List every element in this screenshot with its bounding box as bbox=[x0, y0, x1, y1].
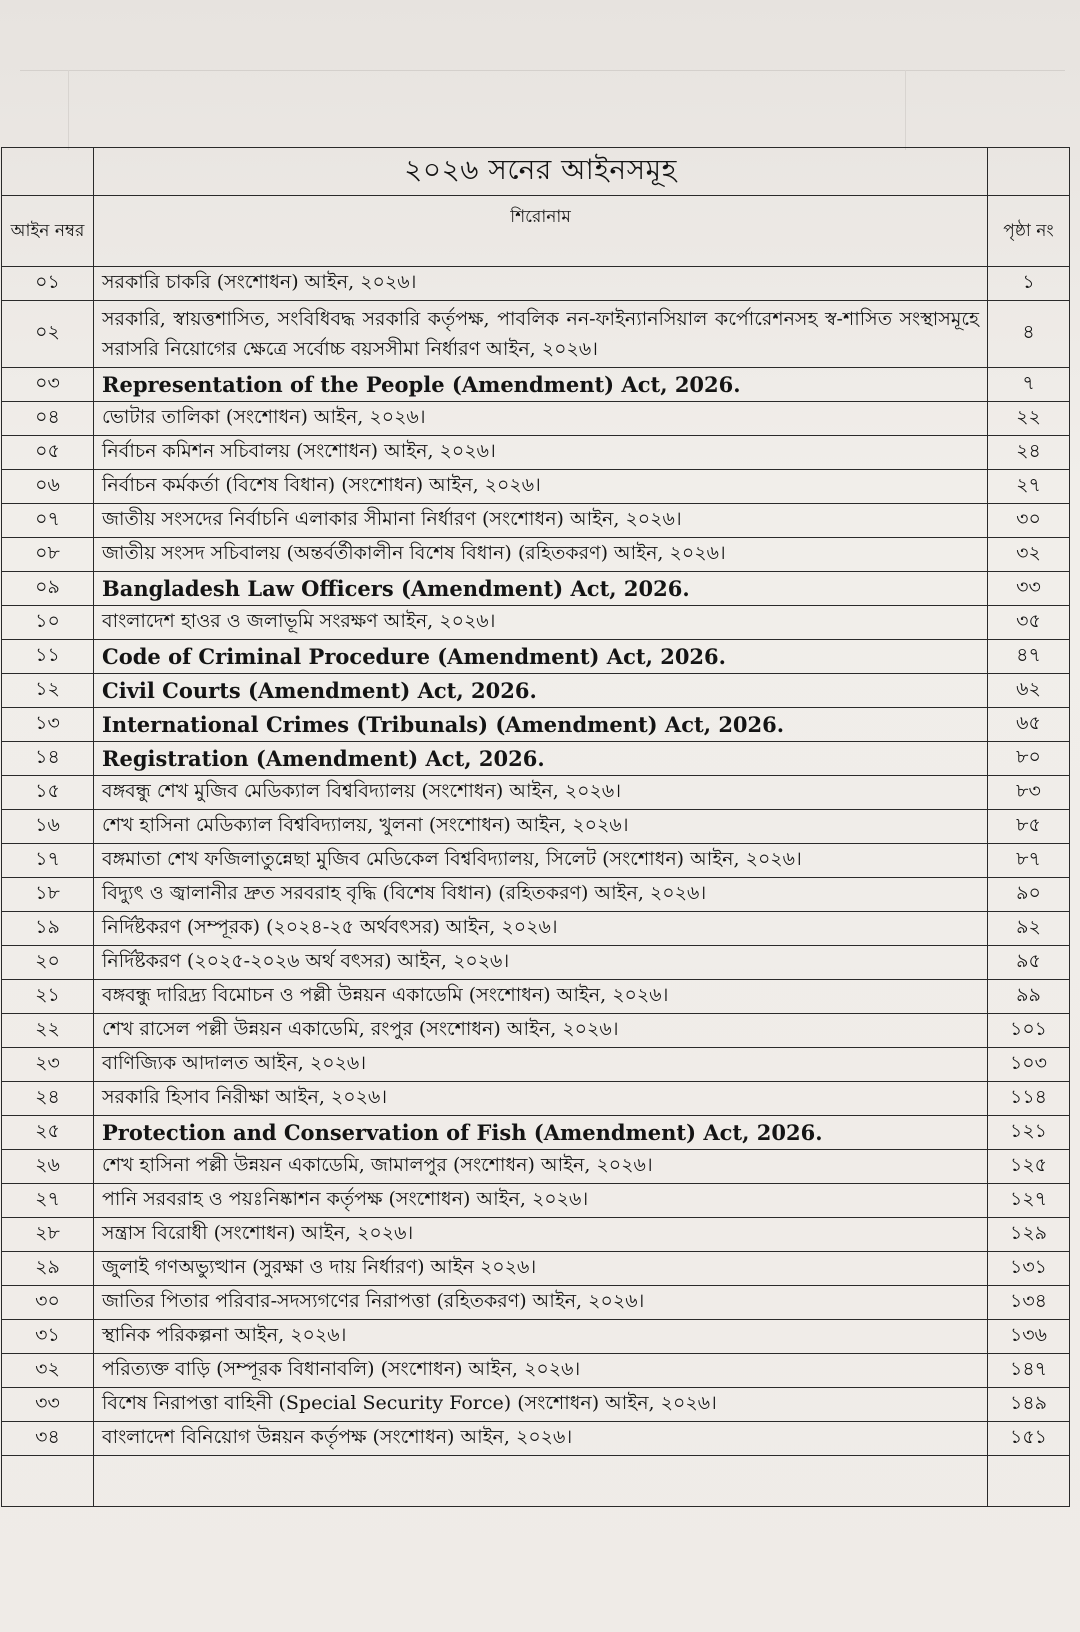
law-number: ১৭ bbox=[2, 844, 94, 878]
page-number: ৮০ bbox=[988, 742, 1070, 776]
law-title: বঙ্গবন্ধু দারিদ্র্য বিমোচন ও পল্লী উন্নয়ন একাডেমি (সংশোধন) আইন, ২০২৬। bbox=[94, 980, 988, 1014]
table-row bbox=[2, 436, 1070, 470]
table-row bbox=[2, 1354, 1070, 1388]
table-row bbox=[2, 1048, 1070, 1082]
laws-table bbox=[1, 147, 1070, 1507]
page-number: ১২৯ bbox=[988, 1218, 1070, 1252]
law-number: ২২ bbox=[2, 1014, 94, 1048]
law-title: ভোটার তালিকা (সংশোধন) আইন, ২০২৬। bbox=[94, 402, 988, 436]
table-row bbox=[2, 538, 1070, 572]
page-number: ১১৪ bbox=[988, 1082, 1070, 1116]
law-title: স্থানিক পরিকল্পনা আইন, ২০২৬। bbox=[94, 1320, 988, 1354]
table-row bbox=[2, 1184, 1070, 1218]
table-row bbox=[2, 810, 1070, 844]
law-title: জুলাই গণঅভ্যুত্থান (সুরক্ষা ও দায় নির্ধারণ) আইন ২০২৬। bbox=[94, 1252, 988, 1286]
table-row bbox=[2, 946, 1070, 980]
table-row bbox=[2, 572, 1070, 606]
law-title: International Crimes (Tribunals) (Amendment) Act, 2026. bbox=[94, 708, 988, 742]
law-number: ২১ bbox=[2, 980, 94, 1014]
law-number: ০৬ bbox=[2, 470, 94, 504]
law-title: নির্দিষ্টকরণ (২০২৫-২০২৬ অর্থ বৎসর) আইন, ২০২৬। bbox=[94, 946, 988, 980]
law-number: ২৭ bbox=[2, 1184, 94, 1218]
law-number: ১৫ bbox=[2, 776, 94, 810]
law-title: Code of Criminal Procedure (Amendment) Act, 2026. bbox=[94, 640, 988, 674]
law-title: বাংলাদেশ বিনিয়োগ উন্নয়ন কর্তৃপক্ষ (সংশোধন) আইন, ২০২৬। bbox=[94, 1422, 988, 1456]
table-row bbox=[2, 742, 1070, 776]
page-number: ১৩১ bbox=[988, 1252, 1070, 1286]
page-number: ৯০ bbox=[988, 878, 1070, 912]
table-row bbox=[2, 402, 1070, 436]
table-row bbox=[2, 301, 1070, 368]
column-header-title: শিরোনাম bbox=[94, 196, 988, 267]
page-number: ২৪ bbox=[988, 436, 1070, 470]
page-number: ৩২ bbox=[988, 538, 1070, 572]
page-number: ৩৫ bbox=[988, 606, 1070, 640]
page-number: ১২৫ bbox=[988, 1150, 1070, 1184]
law-title: জাতীয় সংসদের নির্বাচনি এলাকার সীমানা নির্ধারণ (সংশোধন) আইন, ২০২৬। bbox=[94, 504, 988, 538]
page-number: ১০৩ bbox=[988, 1048, 1070, 1082]
table-row bbox=[2, 1252, 1070, 1286]
column-header-page: পৃষ্ঠা নং bbox=[988, 196, 1070, 267]
page-number: ১৫১ bbox=[988, 1422, 1070, 1456]
page-number: ৭ bbox=[988, 368, 1070, 402]
page-number: ৬৫ bbox=[988, 708, 1070, 742]
page-number: ৮৫ bbox=[988, 810, 1070, 844]
table-row bbox=[2, 878, 1070, 912]
law-title: Bangladesh Law Officers (Amendment) Act, 2026. bbox=[94, 572, 988, 606]
page-number: ৬২ bbox=[988, 674, 1070, 708]
law-title: জাতির পিতার পরিবার-সদস্যগণের নিরাপত্তা (রহিতকরণ) আইন, ২০২৬। bbox=[94, 1286, 988, 1320]
law-title: জাতীয় সংসদ সচিবালয় (অন্তর্বর্তীকালীন বিশেষ বিধান) (রহিতকরণ) আইন, ২০২৬। bbox=[94, 538, 988, 572]
empty-row bbox=[2, 1456, 1070, 1507]
law-title: Registration (Amendment) Act, 2026. bbox=[94, 742, 988, 776]
law-number: ০৭ bbox=[2, 504, 94, 538]
page-number: ৯৯ bbox=[988, 980, 1070, 1014]
law-title: Representation of the People (Amendment) Act, 2026. bbox=[94, 368, 988, 402]
law-number: ২৯ bbox=[2, 1252, 94, 1286]
page-number: ১৪৯ bbox=[988, 1388, 1070, 1422]
law-title: নির্বাচন কমিশন সচিবালয় (সংশোধন) আইন, ২০২৬। bbox=[94, 436, 988, 470]
law-number: ০১ bbox=[2, 267, 94, 301]
column-header-row bbox=[2, 196, 1070, 267]
table-row bbox=[2, 844, 1070, 878]
law-title: পরিত্যক্ত বাড়ি (সম্পূরক বিধানাবলি) (সংশোধন) আইন, ২০২৬। bbox=[94, 1354, 988, 1388]
law-number: ০৮ bbox=[2, 538, 94, 572]
page-number: ৩৩ bbox=[988, 572, 1070, 606]
law-number: ৩১ bbox=[2, 1320, 94, 1354]
page-number: ৯২ bbox=[988, 912, 1070, 946]
law-title: নির্দিষ্টকরণ (সম্পূরক) (২০২৪-২৫ অর্থবৎসর) আইন, ২০২৬। bbox=[94, 912, 988, 946]
table-row bbox=[2, 606, 1070, 640]
table-row bbox=[2, 674, 1070, 708]
page-number: ১২৭ bbox=[988, 1184, 1070, 1218]
page-number: ২২ bbox=[988, 402, 1070, 436]
table-row bbox=[2, 640, 1070, 674]
table-row bbox=[2, 912, 1070, 946]
law-number: ৩২ bbox=[2, 1354, 94, 1388]
page-number: ১৪৭ bbox=[988, 1354, 1070, 1388]
bleed-through-line bbox=[68, 70, 69, 150]
law-number: ৩০ bbox=[2, 1286, 94, 1320]
law-title: সরকারি চাকরি (সংশোধন) আইন, ২০২৬। bbox=[94, 267, 988, 301]
law-title: বঙ্গবন্ধু শেখ মুজিব মেডিক্যাল বিশ্ববিদ্যালয় (সংশোধন) আইন, ২০২৬। bbox=[94, 776, 988, 810]
law-number: ১২ bbox=[2, 674, 94, 708]
previous-page-bleed-through bbox=[20, 70, 1065, 151]
law-title: সন্ত্রাস বিরোধী (সংশোধন) আইন, ২০২৬। bbox=[94, 1218, 988, 1252]
law-number: ১০ bbox=[2, 606, 94, 640]
law-title: বিদ্যুৎ ও জ্বালানীর দ্রুত সরবরাহ বৃদ্ধি (বিশেষ বিধান) (রহিতকরণ) আইন, ২০২৬। bbox=[94, 878, 988, 912]
law-title: বাংলাদেশ হাওর ও জলাভূমি সংরক্ষণ আইন, ২০২৬। bbox=[94, 606, 988, 640]
law-number: ১৪ bbox=[2, 742, 94, 776]
page-number: ৪৭ bbox=[988, 640, 1070, 674]
law-number: ১১ bbox=[2, 640, 94, 674]
table-row bbox=[2, 470, 1070, 504]
law-title: Civil Courts (Amendment) Act, 2026. bbox=[94, 674, 988, 708]
table-row bbox=[2, 1116, 1070, 1150]
table-row bbox=[2, 776, 1070, 810]
page-number: ১২১ bbox=[988, 1116, 1070, 1150]
law-number: ০৩ bbox=[2, 368, 94, 402]
law-number: ০৫ bbox=[2, 436, 94, 470]
page-number: ৮৩ bbox=[988, 776, 1070, 810]
law-title: বঙ্গমাতা শেখ ফজিলাতুন্নেছা মুজিব মেডিকেল বিশ্ববিদ্যালয়, সিলেট (সংশোধন) আইন, ২০২৬। bbox=[94, 844, 988, 878]
law-title: শেখ হাসিনা মেডিক্যাল বিশ্ববিদ্যালয়, খুলনা (সংশোধন) আইন, ২০২৬। bbox=[94, 810, 988, 844]
table-row bbox=[2, 368, 1070, 402]
table-row bbox=[2, 1388, 1070, 1422]
page-number: ১৩৪ bbox=[988, 1286, 1070, 1320]
table-row bbox=[2, 1218, 1070, 1252]
page-number: ২৭ bbox=[988, 470, 1070, 504]
law-number: ৩৩ bbox=[2, 1388, 94, 1422]
law-number: ১৯ bbox=[2, 912, 94, 946]
law-number: ০৯ bbox=[2, 572, 94, 606]
page-number: ৩০ bbox=[988, 504, 1070, 538]
law-number: ৩৪ bbox=[2, 1422, 94, 1456]
table-row bbox=[2, 1320, 1070, 1354]
law-title: পানি সরবরাহ ও পয়ঃনিষ্কাশন কর্তৃপক্ষ (সংশোধন) আইন, ২০২৬। bbox=[94, 1184, 988, 1218]
table-row bbox=[2, 267, 1070, 301]
page-number: ১০১ bbox=[988, 1014, 1070, 1048]
page-number: ৮৭ bbox=[988, 844, 1070, 878]
law-number: ১৮ bbox=[2, 878, 94, 912]
law-title: সরকারি, স্বায়ত্তশাসিত, সংবিধিবদ্ধ সরকারি কর্তৃপক্ষ, পাবলিক নন-ফাইন্যানসিয়াল কর্পোরেশনসহ স্ব-শাসিত সংস্থাসমূহে সরাসরি নিয়োগের ক্ষেত্রে সর্বোচ্চ বয়সসীমা নির্ধারণ আইন, ২০২৬। bbox=[94, 301, 988, 368]
column-header-number: আইন নম্বর bbox=[2, 196, 94, 267]
law-number: ০৪ bbox=[2, 402, 94, 436]
table-row bbox=[2, 1014, 1070, 1048]
page-title: ২০২৬ সনের আইনসমূহ bbox=[94, 148, 988, 196]
table-row bbox=[2, 1082, 1070, 1116]
page-number: ৯৫ bbox=[988, 946, 1070, 980]
bleed-through-line bbox=[905, 70, 906, 150]
law-number: ২০ bbox=[2, 946, 94, 980]
table-row bbox=[2, 504, 1070, 538]
table-heading-row bbox=[2, 148, 1070, 196]
law-number: ১৬ bbox=[2, 810, 94, 844]
law-title: শেখ হাসিনা পল্লী উন্নয়ন একাডেমি, জামালপুর (সংশোধন) আইন, ২০২৬। bbox=[94, 1150, 988, 1184]
law-title: বাণিজ্যিক আদালত আইন, ২০২৬। bbox=[94, 1048, 988, 1082]
law-title: Protection and Conservation of Fish (Amendment) Act, 2026. bbox=[94, 1116, 988, 1150]
law-number: ০২ bbox=[2, 301, 94, 368]
page-number: ১৩৬ bbox=[988, 1320, 1070, 1354]
table-row bbox=[2, 1286, 1070, 1320]
law-number: ২৩ bbox=[2, 1048, 94, 1082]
law-number: ২৫ bbox=[2, 1116, 94, 1150]
table-row bbox=[2, 980, 1070, 1014]
page-number: ১ bbox=[988, 267, 1070, 301]
law-number: ১৩ bbox=[2, 708, 94, 742]
law-title: নির্বাচন কর্মকর্তা (বিশেষ বিধান) (সংশোধন) আইন, ২০২৬। bbox=[94, 470, 988, 504]
table-row bbox=[2, 708, 1070, 742]
law-number: ২৬ bbox=[2, 1150, 94, 1184]
law-title: সরকারি হিসাব নিরীক্ষা আইন, ২০২৬। bbox=[94, 1082, 988, 1116]
law-title: বিশেষ নিরাপত্তা বাহিনী (Special Security Force) (সংশোধন) আইন, ২০২৬। bbox=[94, 1388, 988, 1422]
table-row bbox=[2, 1150, 1070, 1184]
table-row bbox=[2, 1422, 1070, 1456]
law-number: ২৮ bbox=[2, 1218, 94, 1252]
law-number: ২৪ bbox=[2, 1082, 94, 1116]
page-number: ৪ bbox=[988, 301, 1070, 368]
law-title: শেখ রাসেল পল্লী উন্নয়ন একাডেমি, রংপুর (সংশোধন) আইন, ২০২৬। bbox=[94, 1014, 988, 1048]
